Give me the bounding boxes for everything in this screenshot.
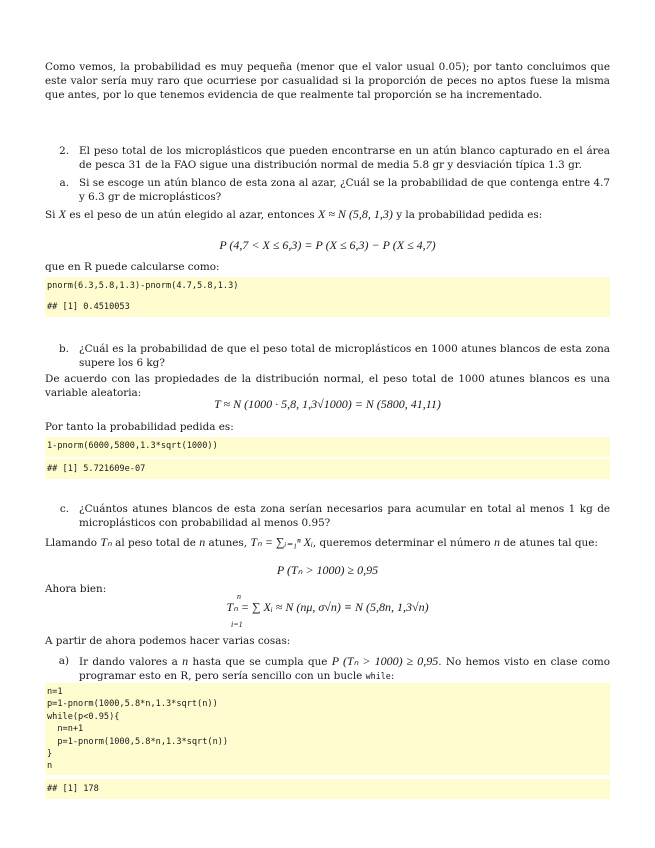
question-text: ¿Cuál es la probabilidad de que el peso total de microplásticos en 1000 atunes blancos de esta zona supere los 6 kg? <box>79 343 610 369</box>
code-line: n=1 <box>47 687 63 697</box>
qc-partir: A partir de ahora podemos hacer varias cosas: <box>45 635 291 647</box>
qc-inline-math: Tₙ = ∑ᵢ₌₁ⁿ Xᵢ <box>250 535 313 549</box>
qb-por-tanto: Por tanto la probabilidad pedida es: <box>45 421 234 433</box>
question-a <box>55 176 610 204</box>
question-text: ¿Cuántos atunes blancos de esta zona serían necesarios para acumular en total al menos 1 kg de microplásticos con probabilidad al menos 0.95? <box>79 503 610 529</box>
sum-lower-limit: i=1 <box>231 620 243 629</box>
code-line: p=1-pnorm(1000,5.8*n,1.3*sqrt(n)) <box>47 699 218 710</box>
qb-code-block <box>45 437 610 457</box>
qc-explanation: Llamando Tₙ al peso total de n atunes, Tₙ = ∑ᵢ₌₁ⁿ Xᵢ, queremos determinar el número n de atunes tal que: <box>45 535 598 549</box>
code-line: } <box>47 749 53 760</box>
question-number: 2. <box>59 145 69 157</box>
option-letter: a) <box>58 655 69 667</box>
question-c <box>55 502 610 530</box>
question-b <box>55 342 610 370</box>
while-keyword: while <box>365 671 391 681</box>
intro-paragraph: Como vemos, la probabilidad es muy pequeña (menor que el valor usual 0.05); por tanto concluimos que este valor sería muy raro que ocurriese por casualidad si la proporción de peces no aptos fuese la misma que antes, por lo que tenemos evidencia de que realmente tal proporción se ha incrementado. <box>45 61 610 101</box>
code-line: n <box>47 761 53 772</box>
code-line: n=n+1 <box>47 724 84 735</box>
qc-display-equation-1: P (Tₙ > 1000) ≥ 0,95 <box>276 563 379 577</box>
qb-display-equation: T ≈ N (1000 · 5,8, 1,3√1000) = N (5800, 41,11) <box>214 397 441 411</box>
option-a <box>55 654 610 682</box>
question-letter: a. <box>59 177 69 189</box>
question-2 <box>55 144 610 172</box>
qc-code-block <box>45 683 610 775</box>
qc-output: ## [1] 178 <box>45 779 610 799</box>
qc-code-lines <box>47 686 608 773</box>
question-letter: b. <box>59 343 69 355</box>
qa-calc-text: que en R puede calcularse como: <box>45 261 220 273</box>
question-text: Si se escoge un atún blanco de esta zona al azar, ¿Cuál se la probabilidad de que contenga entre 4.7 y 6.3 gr de microplásticos? <box>79 177 610 203</box>
qa-code-block <box>45 277 610 297</box>
code-line: p=1-pnorm(1000,5.8*n,1.3*sqrt(n)) <box>47 736 229 747</box>
sum-upper-limit: n <box>237 592 241 601</box>
qb-output: ## [1] 5.721609e-07 <box>45 459 610 479</box>
qc-display-equation-2 <box>45 591 610 629</box>
qa-output: ## [1] 0.4510053 <box>45 297 610 317</box>
question-text: El peso total de los microplásticos que pueden encontrarse en un atún blanco capturado en el área de pesca 31 de la FAO sigue una distribución normal de media 5.8 gr y desviación típica 1.3 gr. <box>79 145 610 171</box>
question-letter: c. <box>59 503 69 515</box>
qb-code: 1-pnorm(6000,5800,1.3*sqrt(1000)) <box>47 441 218 451</box>
code-line: while(p<0.95){ <box>47 711 120 722</box>
qc-display-2-text: Tₙ = ∑ Xᵢ ≈ N (nμ, σ√n) ≡ N (5,8n, 1,3√n) <box>226 600 429 614</box>
qa-inline-math: X ≈ N (5,8, 1,3) <box>318 207 393 221</box>
qa-code: pnorm(6.3,5.8,1.3)-pnorm(4.7,5.8,1.3) <box>47 281 239 291</box>
qa-display-equation: P (4,7 < X ≤ 6,3) = P (X ≤ 6,3) − P (X ≤ 4,7) <box>219 238 436 252</box>
qb-explanation: De acuerdo con las propiedades de la distribución normal, el peso total de 1000 atunes blancos es una variable aleatoria: <box>45 373 610 399</box>
qa-explanation: Si X es el peso de un atún elegido al azar, entonces X ≈ N (5,8, 1,3) y la probabilidad pedida es: <box>45 207 543 221</box>
qc-ahora: Ahora bien: <box>45 583 107 595</box>
option-text: Ir dando valores a n hasta que se cumpla que P (Tₙ > 1000) ≥ 0,95. No hemos visto en clase como programar esto en R, pero sería sencillo con un bucle while: <box>79 654 610 682</box>
